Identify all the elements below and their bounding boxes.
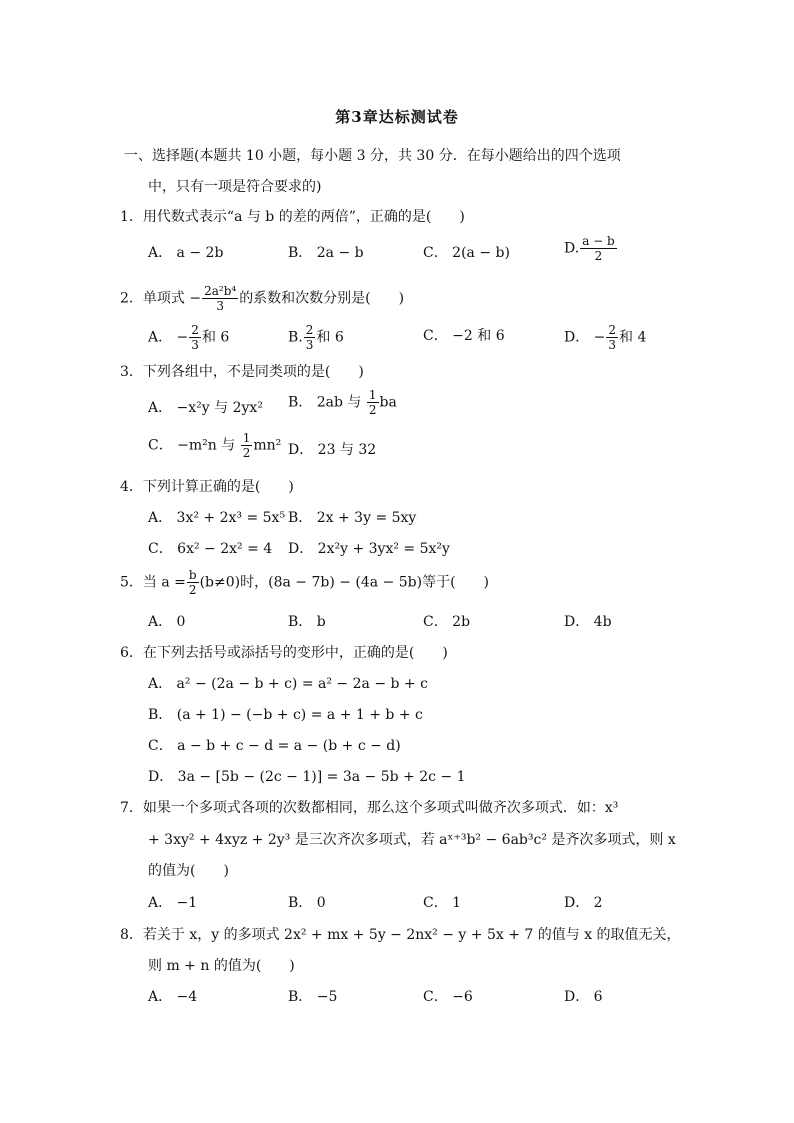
question-2-stem (120, 284, 404, 313)
question-3-option-b (288, 388, 397, 417)
question-5-option-c: C． 2b (423, 614, 471, 630)
question-4-option-a: A． 3x² + 2x³ = 5x⁵ (148, 510, 286, 526)
option-suffix: mn² (253, 437, 282, 454)
question-1-option-a: A． a − 2b (148, 245, 224, 261)
question-7-line3: 的值为( ) (148, 863, 229, 879)
question-7-option-b: B． 0 (288, 895, 326, 911)
fraction-numerator: 2a²b⁴ (204, 284, 237, 298)
fraction-denominator: 3 (608, 338, 617, 352)
question-8-line1: 8．若关于 x，y 的多项式 2x² + mx + 5y − 2nx² − y + 5x + 7 的值与 x 的取值无关， (120, 927, 681, 943)
fraction-denominator: 2 (368, 403, 377, 417)
question-5-stem (120, 568, 489, 597)
question-7-option-d: D． 2 (564, 895, 603, 911)
fraction-numerator: a − b (582, 234, 615, 248)
question-8-option-c: C． −6 (423, 989, 473, 1005)
fraction (367, 388, 379, 417)
fraction (202, 284, 238, 313)
option-label: D． − (564, 329, 606, 346)
section-heading-line1: 一、选择题(本题共 10 小题，每小题 3 分，共 30 分．在每小题给出的四个选项 (124, 148, 621, 164)
question-8-option-a: A． −4 (148, 989, 198, 1005)
question-5-option-b: B． b (288, 614, 326, 630)
question-3-option-d: D． 23 与 32 (288, 442, 377, 458)
question-7-option-c: C． 1 (423, 895, 462, 911)
fraction-numerator: 2 (191, 323, 199, 337)
page-title: 第3章达标测试卷 (335, 108, 459, 126)
fraction (606, 323, 618, 352)
fraction-numerator: 2 (305, 323, 314, 337)
stem-prefix: 5．当 a = (120, 574, 186, 591)
option-suffix: 和 6 (201, 329, 230, 346)
option-suffix: 和 4 (619, 329, 647, 346)
fraction-numerator: 2 (608, 323, 617, 337)
question-4-stem: 4．下列计算正确的是( ) (120, 479, 294, 495)
question-5-option-d: D． 4b (564, 614, 612, 630)
question-1-option-b: B． 2a − b (288, 245, 364, 261)
stem-prefix: 2．单项式 − (120, 290, 202, 307)
question-4-option-d: D． 2x²y + 3yx² = 5x²y (288, 541, 450, 557)
question-3-stem: 3．下列各组中，不是同类项的是( ) (120, 364, 364, 380)
question-8-option-b: B． −5 (288, 989, 338, 1005)
question-6-option-b: B． (a + 1) − (−b + c) = a + 1 + b + c (148, 707, 423, 723)
fraction-denominator: 2 (594, 249, 603, 263)
fraction-denominator: 3 (216, 299, 224, 313)
question-8-option-d: D． 6 (564, 989, 603, 1005)
fraction (580, 234, 617, 263)
question-4-option-c: C． 6x² − 2x² = 4 (148, 541, 273, 557)
option-suffix: 和 6 (316, 329, 344, 346)
question-7-line1: 7．如果一个多项式各项的次数都相同，那么这个多项式叫做齐次多项式．如：x³ (120, 800, 619, 816)
option-label: C． −m²n 与 (148, 437, 236, 454)
question-6-option-c: C． a − b + c − d = a − (b + c − d) (148, 738, 401, 754)
fraction-numerator: 1 (242, 431, 251, 445)
question-4-option-b: B． 2x + 3y = 5xy (288, 510, 417, 526)
option-label: A． − (148, 329, 189, 346)
question-2-option-a (148, 323, 229, 352)
fraction-denominator: 2 (242, 446, 251, 460)
option-suffix: ba (379, 394, 397, 411)
question-2-option-b (288, 323, 344, 352)
fraction-numerator: b (188, 568, 197, 582)
question-2-option-c: C． −2 和 6 (423, 328, 505, 344)
fraction-denominator: 3 (191, 338, 199, 352)
question-7-option-a: A． −1 (148, 895, 198, 911)
fraction (304, 323, 316, 352)
fraction-denominator: 2 (188, 583, 197, 597)
question-1-option-c: C． 2(a − b) (423, 245, 510, 261)
fraction-denominator: 3 (305, 338, 314, 352)
question-3-option-c (148, 431, 281, 460)
option-label: B. (288, 329, 303, 346)
question-5-option-a: A． 0 (148, 614, 186, 630)
fraction (241, 431, 253, 460)
question-2-option-d (564, 323, 646, 352)
option-label: B． 2ab 与 (288, 394, 362, 411)
question-6-option-d: D． 3a − [5b − (2c − 1)] = 3a − 5b + 2c − 1 (148, 769, 466, 785)
question-8-line2: 则 m + n 的值为( ) (148, 958, 295, 974)
fraction (189, 323, 201, 352)
question-6-stem: 6．在下列去括号或添括号的变形中，正确的是( ) (120, 645, 448, 661)
question-1-option-d (564, 234, 618, 263)
question-1-stem: 1．用代数式表示“a 与 b 的差的两倍”，正确的是( ) (120, 209, 465, 225)
question-6-option-a: A． a² − (2a − b + c) = a² − 2a − b + c (148, 676, 428, 692)
question-3-option-a: A． −x²y 与 2yx² (148, 400, 263, 416)
option-d-label: D. (564, 240, 580, 257)
fraction-numerator: 1 (368, 388, 377, 402)
stem-suffix: (b≠0)时，(8a − 7b) − (4a − 5b)等于( ) (199, 574, 490, 591)
fraction (187, 568, 199, 597)
question-7-line2: + 3xy² + 4xyz + 2y³ 是三次齐次多项式，若 aˣ⁺³b² − 6ab³c² 是齐次多项式，则 x (148, 832, 676, 848)
stem-suffix: 的系数和次数分别是( ) (239, 290, 405, 307)
section-heading-line2: 中，只有一项是符合要求的) (148, 179, 322, 195)
